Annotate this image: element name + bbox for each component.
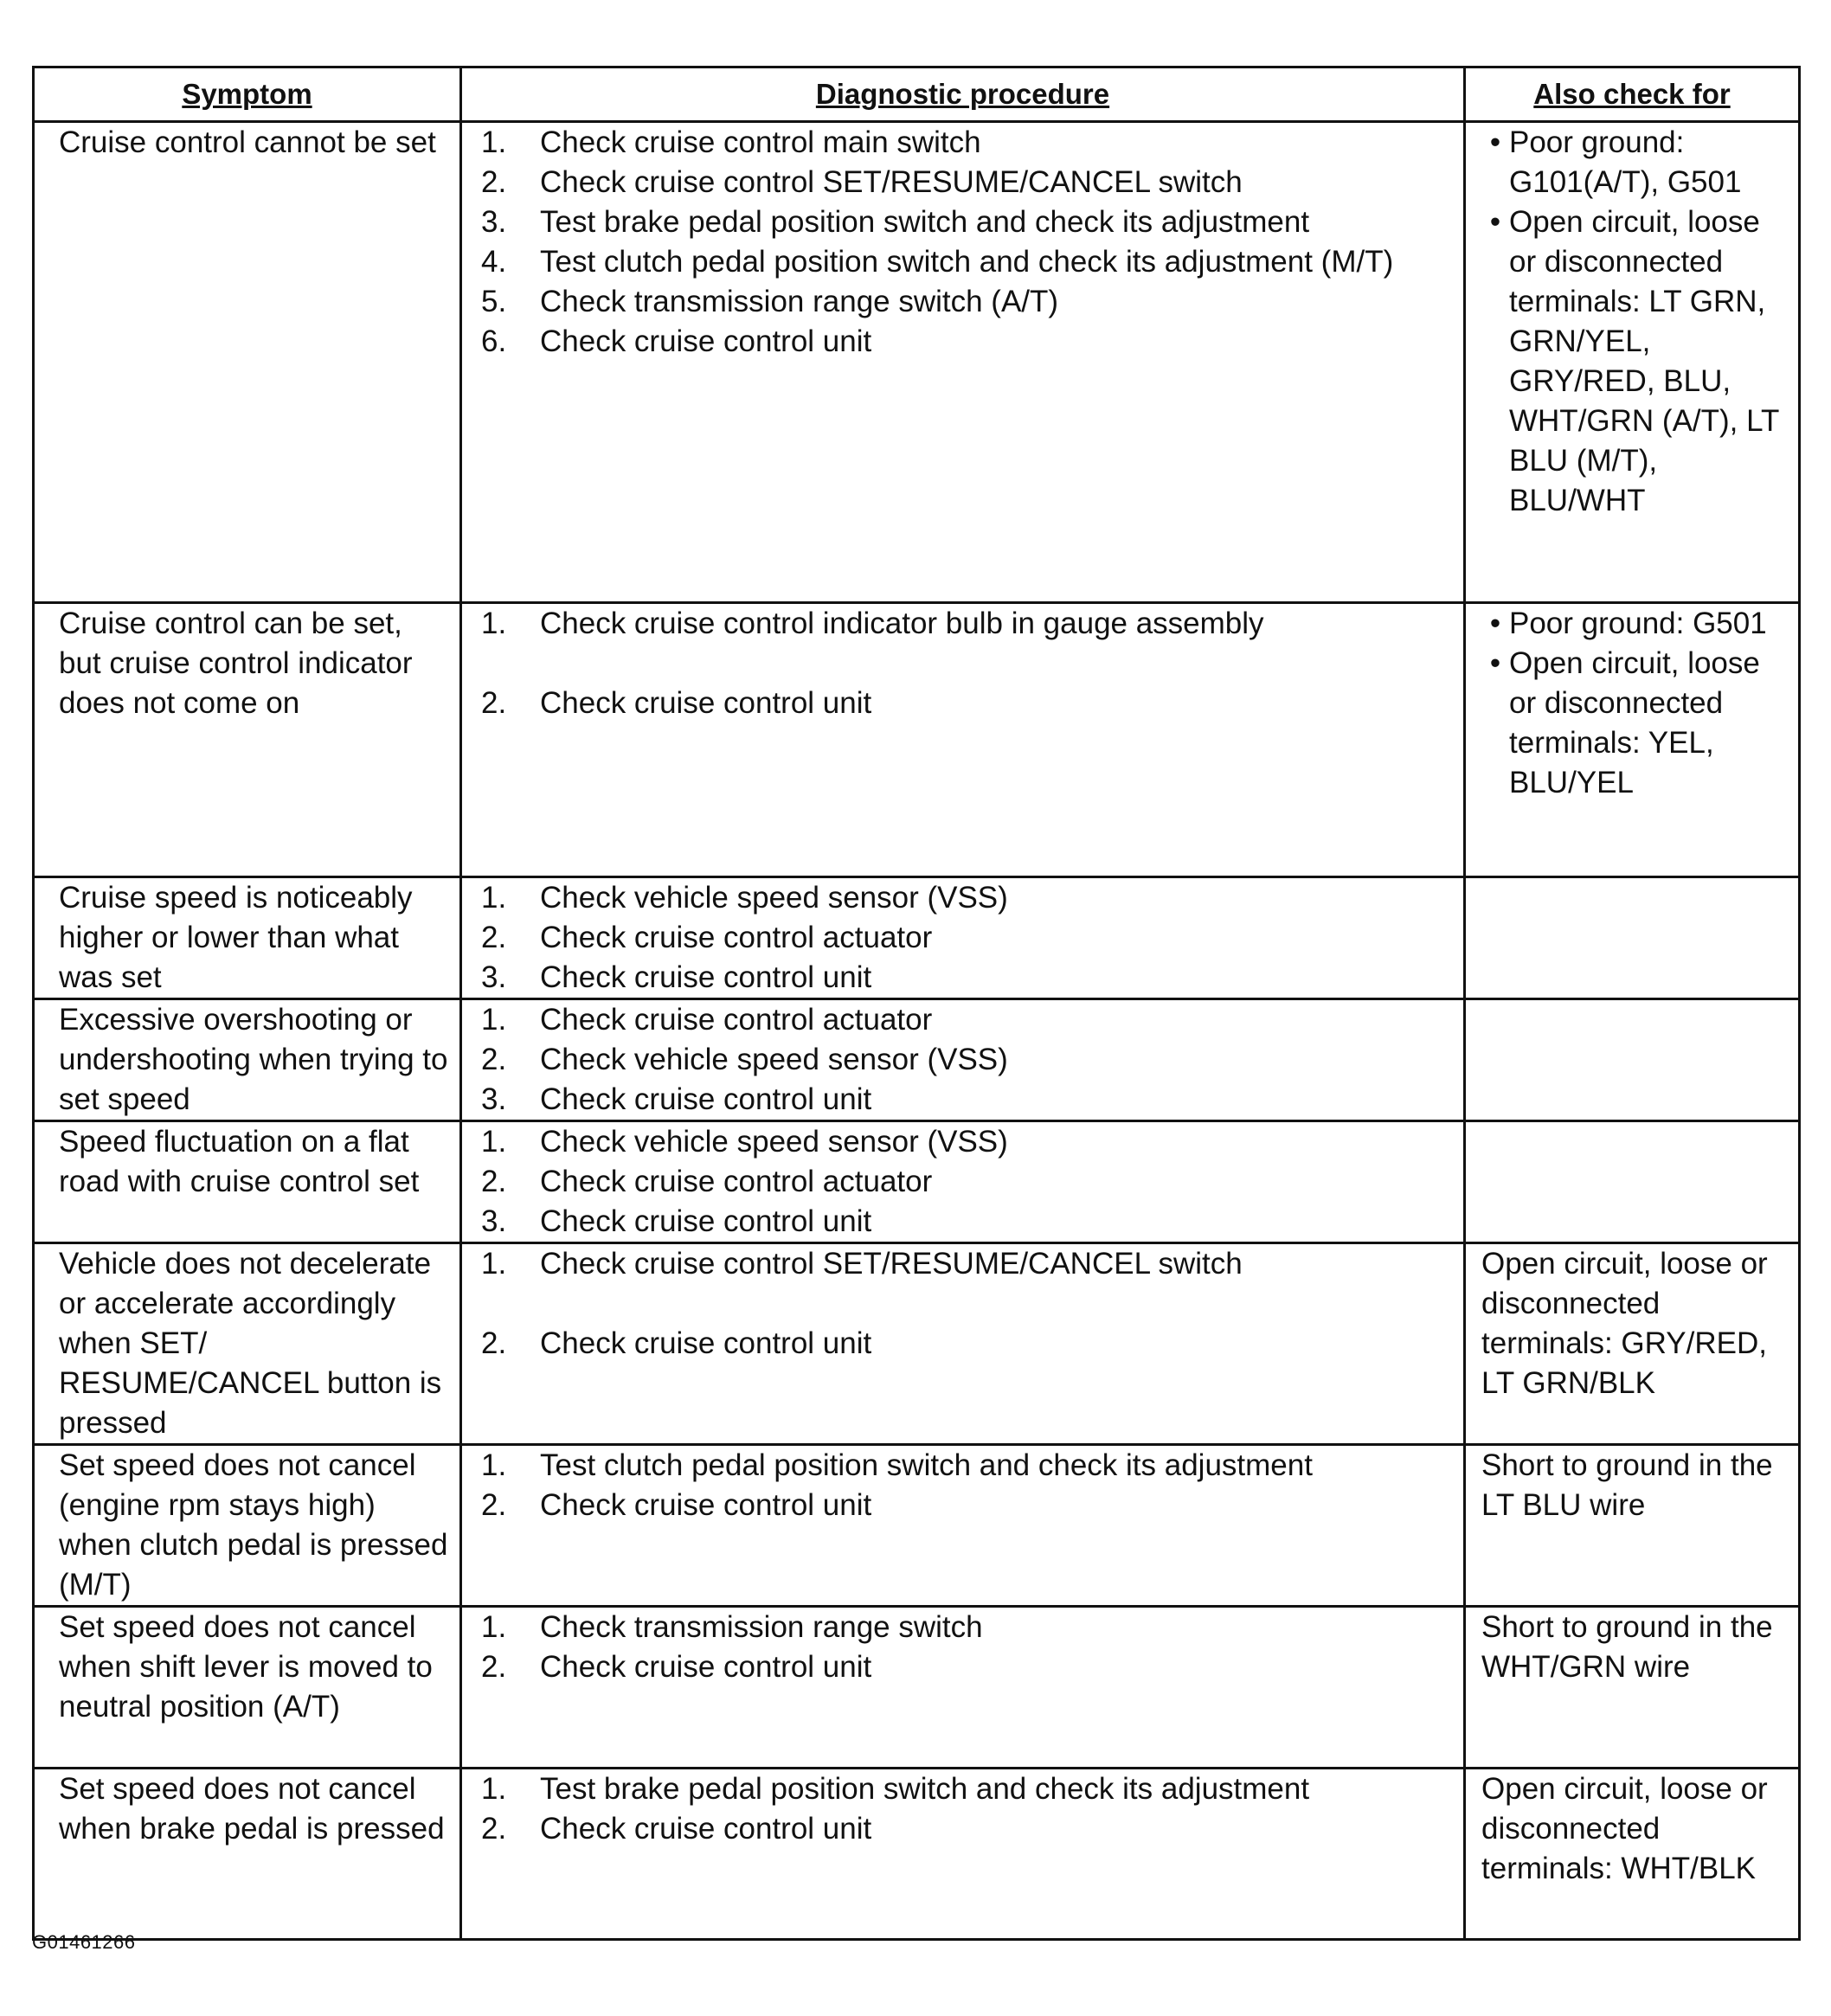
procedure-step bbox=[481, 1162, 1455, 1202]
also-check-cell bbox=[1465, 877, 1800, 999]
step-text: Check cruise control indicator bulb in gauge assembly bbox=[540, 607, 1264, 640]
step-number: 1. bbox=[481, 1448, 507, 1482]
step-text: Check cruise control unit bbox=[540, 1326, 872, 1360]
table-row bbox=[34, 603, 1800, 877]
procedure-step bbox=[481, 1080, 1455, 1120]
table-row bbox=[34, 877, 1800, 999]
bullet-icon: • bbox=[1489, 646, 1501, 680]
step-text: Check cruise control SET/RESUME/CANCEL switch bbox=[540, 1247, 1243, 1281]
step-text: Check cruise control unit bbox=[540, 1650, 872, 1684]
procedure-step bbox=[481, 1202, 1455, 1242]
header-symptom: Symptom bbox=[34, 67, 461, 122]
step-number: 2. bbox=[481, 1812, 507, 1846]
table-row bbox=[34, 1607, 1800, 1769]
step-number: 2. bbox=[481, 1488, 507, 1522]
table-row bbox=[34, 999, 1800, 1121]
table-body bbox=[34, 122, 1800, 1940]
also-check-cell bbox=[1465, 1121, 1800, 1243]
diagnostic-table bbox=[32, 66, 1801, 1941]
also-check-cell bbox=[1465, 1769, 1800, 1940]
also-check-cell bbox=[1465, 122, 1800, 603]
symptom-cell: Set speed does not cancel when shift lever is moved to neutral position (A/T) bbox=[34, 1607, 461, 1769]
step-number: 1. bbox=[481, 881, 507, 915]
step-number: 2. bbox=[481, 1043, 507, 1076]
step-number: 2. bbox=[481, 686, 507, 720]
step-text: Check cruise control SET/RESUME/CANCEL switch bbox=[540, 165, 1243, 199]
procedure-step bbox=[481, 163, 1455, 202]
step-text: Check cruise control unit bbox=[540, 960, 872, 994]
step-number: 2. bbox=[481, 1165, 507, 1198]
table-row bbox=[34, 1243, 1800, 1445]
symptom-cell: Cruise speed is noticeably higher or lower than what was set bbox=[34, 877, 461, 999]
step-text: Check transmission range switch bbox=[540, 1610, 983, 1644]
procedure-cell bbox=[461, 1243, 1465, 1445]
step-number: 1. bbox=[481, 1125, 507, 1159]
check-text: Short to ground in the LT BLU wire bbox=[1481, 1448, 1773, 1522]
procedure-step bbox=[481, 1769, 1455, 1809]
step-number: 3. bbox=[481, 960, 507, 994]
procedure-cell bbox=[461, 999, 1465, 1121]
step-text: Check cruise control actuator bbox=[540, 1003, 933, 1037]
symptom-cell: Vehicle does not decelerate or accelerate accordingly when SET/ RESUME/CANCEL button is pressed bbox=[34, 1243, 461, 1445]
also-check-cell bbox=[1465, 1445, 1800, 1607]
step-number: 3. bbox=[481, 205, 507, 239]
step-text: Check cruise control actuator bbox=[540, 921, 933, 954]
also-check-cell bbox=[1465, 1607, 1800, 1769]
procedure-step bbox=[481, 1244, 1455, 1284]
procedure-step bbox=[481, 1486, 1455, 1525]
step-text: Check vehicle speed sensor (VSS) bbox=[540, 1125, 1008, 1159]
step-text: Test brake pedal position switch and check its adjustment bbox=[540, 205, 1310, 239]
step-number: 6. bbox=[481, 324, 507, 358]
check-bullet-item bbox=[1481, 123, 1793, 202]
also-check-cell bbox=[1465, 999, 1800, 1121]
step-number: 1. bbox=[481, 1772, 507, 1806]
procedure-step bbox=[481, 1446, 1455, 1486]
procedure-step bbox=[481, 1647, 1455, 1687]
figure-id: G01461266 bbox=[32, 1931, 136, 1953]
step-text: Check vehicle speed sensor (VSS) bbox=[540, 1043, 1008, 1076]
check-text: Open circuit, loose or disconnected terminals: WHT/BLK bbox=[1481, 1772, 1768, 1885]
step-number: 5. bbox=[481, 285, 507, 318]
step-text: Check cruise control actuator bbox=[540, 1165, 933, 1198]
check-bullet-item bbox=[1481, 644, 1793, 803]
step-text: Test clutch pedal position switch and check its adjustment (M/T) bbox=[540, 245, 1394, 279]
symptom-cell: Cruise control cannot be set bbox=[34, 122, 461, 603]
check-text: Poor ground: G501 bbox=[1509, 607, 1767, 640]
procedure-step bbox=[481, 202, 1455, 242]
procedure-cell bbox=[461, 122, 1465, 603]
step-number: 3. bbox=[481, 1082, 507, 1116]
check-text: Short to ground in the WHT/GRN wire bbox=[1481, 1610, 1773, 1684]
step-number: 4. bbox=[481, 245, 507, 279]
step-number: 1. bbox=[481, 1003, 507, 1037]
procedure-step bbox=[481, 918, 1455, 958]
step-text: Check cruise control unit bbox=[540, 1812, 872, 1846]
step-number: 1. bbox=[481, 607, 507, 640]
check-text: Open circuit, loose or disconnected terminals: YEL, BLU/YEL bbox=[1509, 646, 1760, 799]
step-text: Check vehicle speed sensor (VSS) bbox=[540, 881, 1008, 915]
symptom-cell: Cruise control can be set, but cruise control indicator does not come on bbox=[34, 603, 461, 877]
also-check-cell bbox=[1465, 1243, 1800, 1445]
procedure-cell bbox=[461, 1607, 1465, 1769]
step-number: 2. bbox=[481, 921, 507, 954]
bullet-icon: • bbox=[1489, 125, 1501, 159]
table-row bbox=[34, 1445, 1800, 1607]
also-check-cell bbox=[1465, 603, 1800, 877]
procedure-step bbox=[481, 1040, 1455, 1080]
check-bullet-item bbox=[1481, 202, 1793, 521]
check-text: Open circuit, loose or disconnected terminals: LT GRN, GRN/YEL, GRY/RED, BLU, WHT/GRN (A/T), LT BLU (M/T), BLU/WHT bbox=[1509, 205, 1779, 517]
check-bullet-item bbox=[1481, 604, 1793, 644]
procedure-step bbox=[481, 958, 1455, 998]
step-text: Check cruise control unit bbox=[540, 324, 872, 358]
procedure-cell bbox=[461, 1769, 1465, 1940]
step-number: 3. bbox=[481, 1204, 507, 1238]
step-number: 1. bbox=[481, 125, 507, 159]
step-text: Check cruise control unit bbox=[540, 1204, 872, 1238]
procedure-step bbox=[481, 322, 1455, 362]
symptom-cell: Speed fluctuation on a flat road with cruise control set bbox=[34, 1121, 461, 1243]
step-number: 2. bbox=[481, 1650, 507, 1684]
table-row bbox=[34, 1769, 1800, 1940]
procedure-step bbox=[481, 1608, 1455, 1647]
step-number: 1. bbox=[481, 1247, 507, 1281]
procedure-step bbox=[481, 1324, 1455, 1364]
header-also-check-for: Also check for bbox=[1465, 67, 1800, 122]
procedure-cell bbox=[461, 603, 1465, 877]
procedure-step bbox=[481, 242, 1455, 282]
check-text: Open circuit, loose or disconnected terminals: GRY/RED, LT GRN/BLK bbox=[1481, 1247, 1768, 1400]
symptom-cell: Excessive overshooting or undershooting when trying to set speed bbox=[34, 999, 461, 1121]
step-text: Check cruise control unit bbox=[540, 686, 872, 720]
procedure-step bbox=[481, 282, 1455, 322]
procedure-step bbox=[481, 1809, 1455, 1849]
procedure-cell bbox=[461, 1445, 1465, 1607]
procedure-step bbox=[481, 684, 1455, 723]
step-text: Check cruise control unit bbox=[540, 1082, 872, 1116]
procedure-step bbox=[481, 604, 1455, 644]
procedure-step bbox=[481, 1122, 1455, 1162]
step-number: 2. bbox=[481, 165, 507, 199]
step-text: Test clutch pedal position switch and check its adjustment bbox=[540, 1448, 1313, 1482]
procedure-cell bbox=[461, 877, 1465, 999]
table-row bbox=[34, 122, 1800, 603]
bullet-icon: • bbox=[1489, 205, 1501, 239]
step-text: Check cruise control unit bbox=[540, 1488, 872, 1522]
procedure-step bbox=[481, 878, 1455, 918]
check-text: Poor ground: G101(A/T), G501 bbox=[1509, 125, 1742, 199]
table-header-row bbox=[34, 67, 1800, 122]
step-number: 1. bbox=[481, 1610, 507, 1644]
bullet-icon: • bbox=[1489, 607, 1501, 640]
procedure-step bbox=[481, 123, 1455, 163]
table-row bbox=[34, 1121, 1800, 1243]
symptom-cell: Set speed does not cancel (engine rpm stays high) when clutch pedal is pressed (M/T) bbox=[34, 1445, 461, 1607]
symptom-cell: Set speed does not cancel when brake pedal is pressed bbox=[34, 1769, 461, 1940]
step-text: Check transmission range switch (A/T) bbox=[540, 285, 1059, 318]
step-text: Check cruise control main switch bbox=[540, 125, 981, 159]
procedure-cell bbox=[461, 1121, 1465, 1243]
step-number: 2. bbox=[481, 1326, 507, 1360]
procedure-step bbox=[481, 1000, 1455, 1040]
header-diagnostic-procedure: Diagnostic procedure bbox=[461, 67, 1465, 122]
step-text: Test brake pedal position switch and check its adjustment bbox=[540, 1772, 1310, 1806]
